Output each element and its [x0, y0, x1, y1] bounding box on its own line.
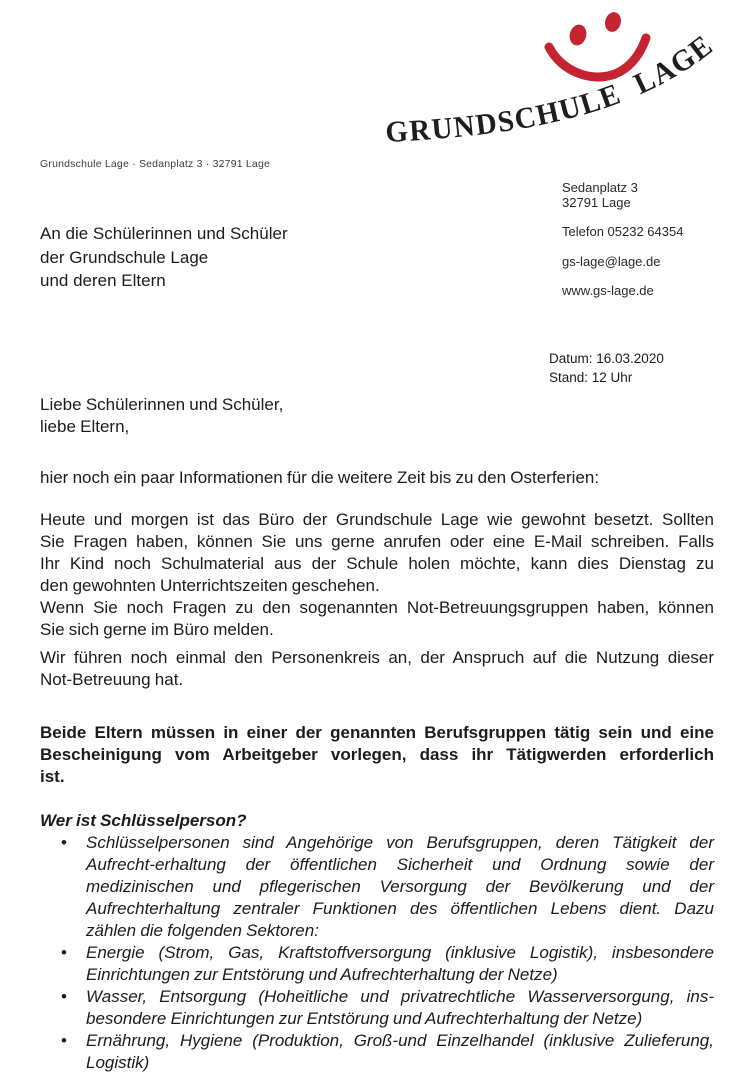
questions-paragraph [40, 597, 714, 641]
bold-notice-paragraph [40, 722, 714, 788]
contact-block [562, 181, 732, 299]
bullet-text [86, 832, 714, 942]
bullet-marker-icon: • [61, 1031, 67, 1050]
text-line: Wir führen noch einmal den Personenkreis an, der Anspruch auf die Nutzung dieser [40, 648, 714, 667]
contact-city: 32791 Lage [562, 194, 631, 210]
school-logo [378, 0, 754, 166]
text-line: Logistik) [86, 1053, 150, 1072]
text-line: Aufrecht-erhaltung der öffentlichen Sicherheit und Ordnung sowie der [86, 855, 714, 874]
contact-phone: Telefon 05232 64354 [562, 224, 684, 239]
bullet-item-wasser [40, 986, 714, 1030]
text-line: der Grundschule Lage [40, 247, 209, 267]
personenkreis-paragraph [40, 647, 714, 691]
text-line: medizinischen und pflegerischen Versorgung der Bevölkerung und der [86, 877, 714, 896]
text-line: Ihr Kind noch Schulmaterial aus der Schule holen möchte, kann dies Dienstag zu [40, 554, 714, 573]
text-line: Beide Eltern müssen in einer der genannten Berufsgruppen tätig sein und eine [40, 723, 714, 742]
key-person-bullet-list [40, 832, 714, 1074]
text-line: Heute und morgen ist das Büro der Grundschule Lage wie gewohnt besetzt. Sollten [40, 510, 714, 529]
bullet-marker-icon: • [61, 987, 67, 1006]
text-line: An die Schülerinnen und Schüler [40, 224, 288, 243]
text-line: Einrichtungen zur Entstörung und Aufrechterhaltung der Netze) [86, 965, 558, 984]
text-line: Not-Betreuung hat. [40, 670, 184, 689]
text-line: den gewohnten Unterrichtszeiten geschehen. [40, 576, 380, 595]
logo-text-path: GRUNDSCHULE LAGE [384, 27, 721, 150]
bullet-marker-icon: • [61, 833, 67, 852]
contact-email: gs-lage@lage.de [562, 253, 661, 269]
text-line: Wenn Sie noch Fragen zu den sogenannten Not-Betreuungsgruppen haben, können [40, 598, 714, 617]
bullet-item-ernaehrung [40, 1030, 714, 1074]
bullet-item-schluesselpersonen [40, 832, 714, 942]
text-line: Energie (Strom, Gas, Kraftstoffversorgung (inklusive Logistik), insbesondere [86, 943, 714, 962]
stand-line: Stand: 12 Uhr [549, 370, 633, 385]
sender-line: Grundschule Lage · Sedanplatz 3 · 32791 Lage [40, 158, 271, 170]
salutation [40, 394, 714, 438]
text-line: Sie sich gerne im Büro melden. [40, 620, 274, 639]
key-person-heading: Wer ist Schlüsselperson? [40, 811, 247, 830]
smiley-icon [549, 10, 646, 77]
bullet-text [86, 942, 714, 986]
date-block [549, 349, 729, 387]
bullet-text [86, 986, 714, 1030]
contact-website: www.gs-lage.de [562, 283, 654, 298]
recipient-block [40, 222, 400, 293]
text-line: ist. [40, 767, 65, 786]
contact-street: Sedanplatz 3 [562, 180, 638, 195]
text-line: Wasser, Entsorgung (Hoheitliche und privatrechtliche Wasserversorgung, ins- [86, 987, 714, 1006]
text-line: Schlüsselpersonen sind Angehörige von Berufsgruppen, deren Tätigkeit der [86, 833, 714, 852]
text-line: Bescheinigung vom Arbeitgeber vorlegen, dass ihr Tätigwerden erforderlich [40, 745, 714, 764]
text-line: und deren Eltern [40, 271, 166, 290]
date-line: Datum: 16.03.2020 [549, 351, 664, 366]
smiley-left-eye [567, 23, 589, 48]
text-line: zählen die folgenden Sektoren: [86, 921, 319, 940]
text-line: Liebe Schülerinnen und Schüler, [40, 395, 284, 414]
text-line: Aufrechterhaltung zentraler Funktionen des öffentlichen Lebens dient. Dazu [86, 899, 714, 918]
intro-paragraph: hier noch ein paar Informationen für die weitere Zeit bis zu den Osterferien: [40, 468, 600, 487]
bullet-item-energie [40, 942, 714, 986]
bullet-marker-icon: • [61, 943, 67, 962]
text-line: Sie Fragen haben, können Sie uns gerne anrufen oder eine E-Mail schreiben. Falls [40, 532, 714, 551]
text-line: Ernährung, Hygiene (Produktion, Groß-und Einzelhandel (inklusive Zulieferung, [86, 1031, 714, 1050]
office-paragraph [40, 509, 714, 597]
text-line: liebe Eltern, [40, 417, 130, 436]
smiley-right-eye [603, 10, 624, 34]
text-line: besondere Einrichtungen zur Entstörung und Aufrechterhaltung der Netze) [86, 1009, 643, 1028]
bullet-text [86, 1030, 714, 1074]
